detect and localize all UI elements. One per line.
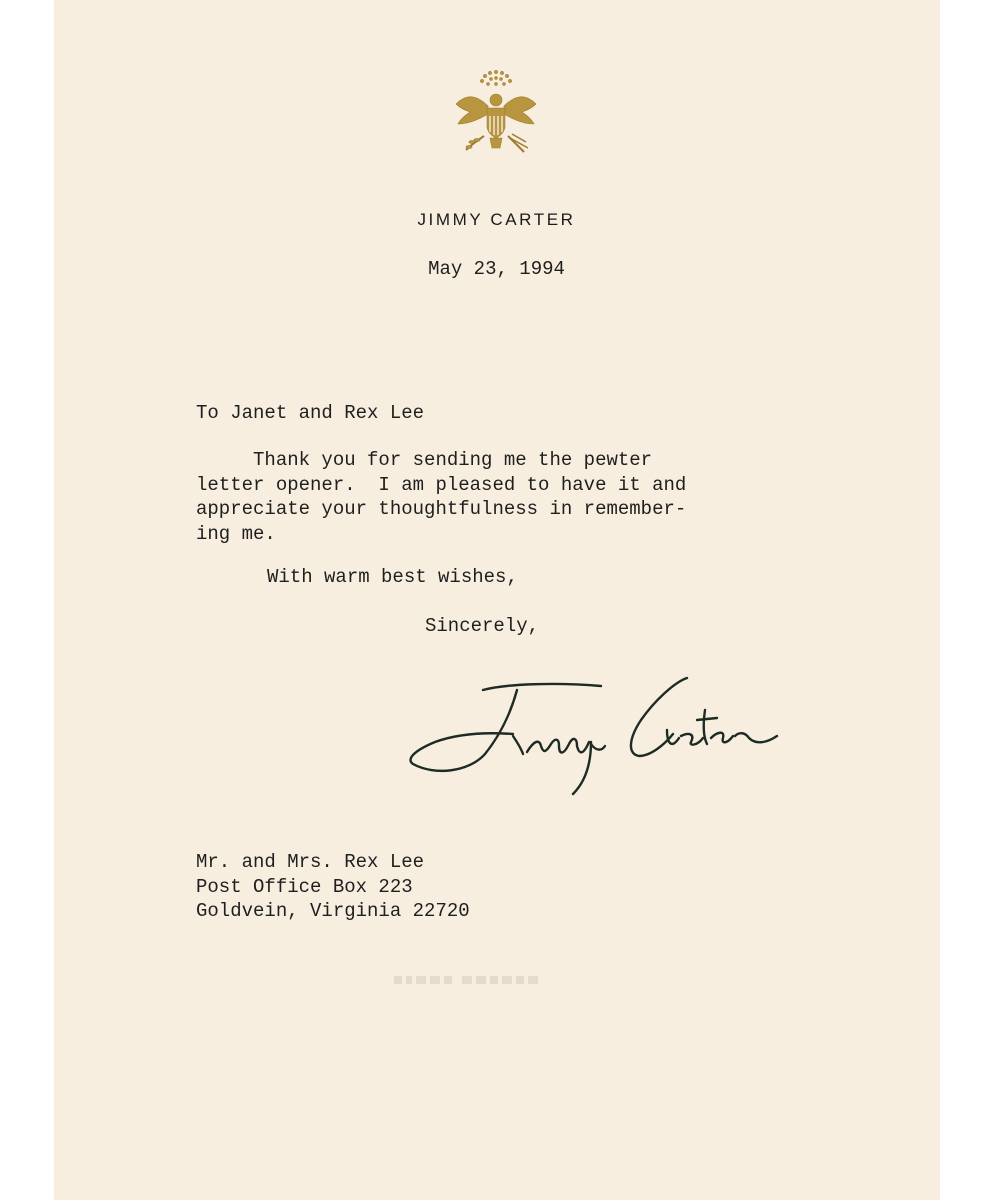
show-through-smudge	[392, 970, 592, 990]
salutation: To Janet and Rex Lee	[196, 402, 425, 424]
address-line-3: Goldvein, Virginia 22720	[196, 900, 470, 922]
letter-sheet	[54, 0, 940, 1200]
letter-body: Thank you for sending me the pewter letter opener. I am pleased to have it and appreciate your thoughtfulness in remember- ing me.	[196, 449, 687, 545]
address-line-1: Mr. and Mrs. Rex Lee	[196, 851, 425, 873]
letter-date: May 23, 1994	[428, 258, 565, 280]
address-line-2: Post Office Box 223	[196, 875, 413, 898]
letterhead-name: JIMMY CARTER	[417, 210, 576, 229]
sign-off: Sincerely,	[425, 615, 540, 637]
great-seal-eagle-icon	[444, 64, 548, 168]
recipient-address	[196, 850, 470, 924]
closing: With warm best wishes,	[267, 566, 518, 588]
handwritten-signature	[405, 672, 785, 802]
